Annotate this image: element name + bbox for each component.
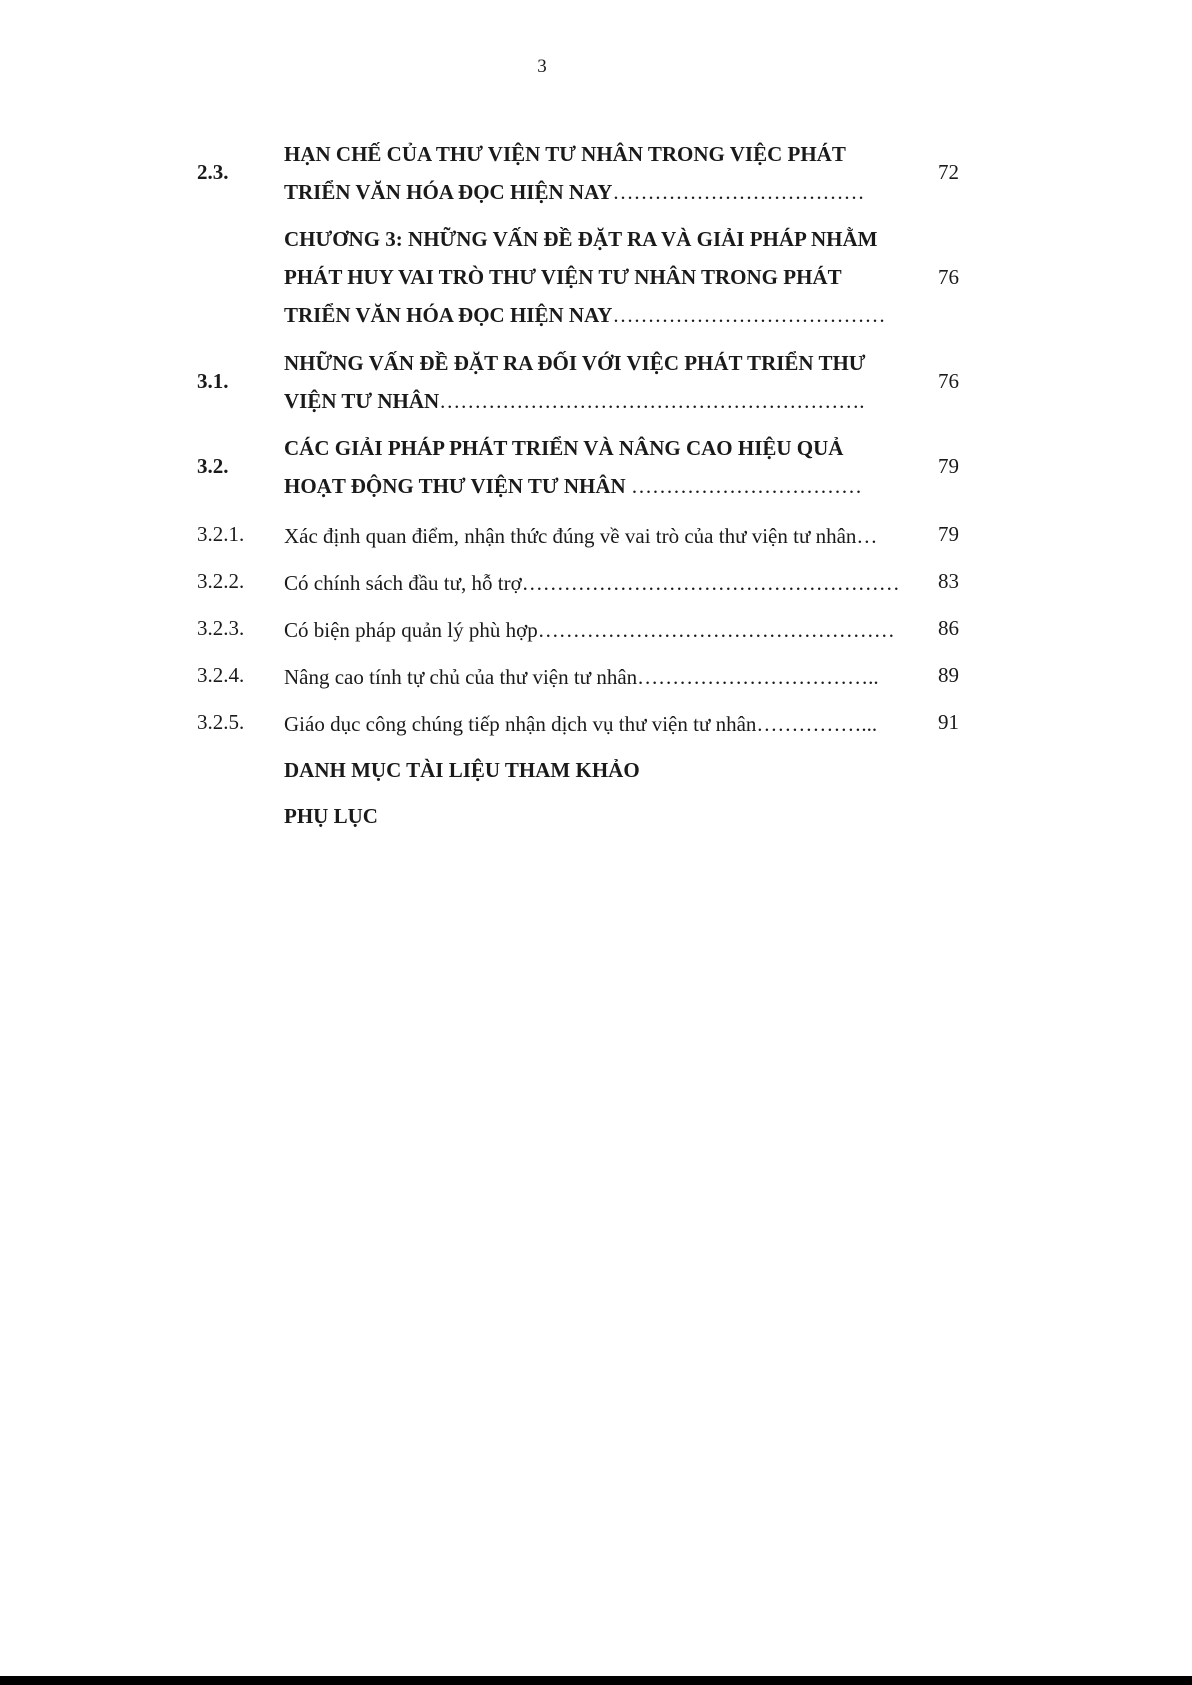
toc-entry-line: VIỆN TƯ NHÂN [284, 389, 440, 413]
toc-entry-line: CHƯƠNG 3: NHỮNG VẤN ĐỀ ĐẶT RA VÀ GIẢI PHÁP NHẰM [284, 227, 878, 251]
toc-entry-title [284, 220, 912, 334]
toc-entry-title [284, 135, 912, 211]
toc-entry-chapter-3 [197, 220, 959, 334]
toc-entry-page: 89 [938, 663, 959, 687]
toc-entry-line: PHÁT HUY VAI TRÒ THƯ VIỆN TƯ NHÂN TRONG PHÁT [284, 265, 842, 289]
toc-entry-title: PHỤ LỤC [284, 804, 378, 828]
toc-entry-page: 79 [938, 522, 959, 546]
toc-entry-3-1 [197, 344, 959, 420]
toc-entry-3-2-5 [197, 705, 959, 743]
toc-entry-title: Có biện pháp quản lý phù hợp…………………………………………… [284, 618, 895, 642]
toc-leader-dots: …………………………… [630, 474, 862, 498]
toc-entry-line: HOẠT ĐỘNG THƯ VIỆN TƯ NHÂN [284, 474, 626, 498]
toc-leader-dots: ……………………………………………………. [439, 389, 865, 413]
toc-entry-page: 86 [938, 616, 959, 640]
toc-entry-number: 3.2.2. [197, 569, 245, 593]
toc-entry-3-2 [197, 429, 959, 505]
toc-entry-number: 3.2. [197, 454, 229, 478]
toc-entry-page: 83 [938, 569, 959, 593]
toc-entry-number: 3.2.1. [197, 522, 245, 546]
toc-entry-page: 72 [938, 160, 959, 184]
toc-entry-title: Giáo dục công chúng tiếp nhận dịch vụ thư viện tư nhân……………... [284, 712, 878, 736]
toc-entry-references [197, 751, 959, 789]
toc-entry-number: 3.2.3. [197, 616, 245, 640]
toc-entry-page: 91 [938, 710, 959, 734]
toc-entry-line: TRIỂN VĂN HÓA ĐỌC HIỆN NAY [284, 303, 613, 327]
toc-entry-number: 3.2.4. [197, 663, 245, 687]
toc-entry-title: Xác định quan điểm, nhận thức đúng về vai trò của thư viện tư nhân… [284, 524, 878, 548]
toc-entry-line: NHỮNG VẤN ĐỀ ĐẶT RA ĐỐI VỚI VIỆC PHÁT TRIỂN THƯ [284, 351, 866, 375]
toc-entry-number: 3.2.5. [197, 710, 245, 734]
toc-entry-line: TRIỂN VĂN HÓA ĐỌC HIỆN NAY [284, 180, 613, 204]
toc-entry-number: 3.1. [197, 369, 229, 393]
toc-entry-3-2-2 [197, 564, 959, 602]
toc-entry-page: 76 [938, 369, 959, 393]
bottom-edge-bar [0, 1676, 1192, 1685]
toc-entry-page: 76 [938, 265, 959, 289]
toc-entry-title [284, 429, 912, 505]
toc-entry-title: DANH MỤC TÀI LIỆU THAM KHẢO [284, 758, 640, 782]
toc-leader-dots: ………………………………… [612, 303, 886, 327]
toc-entry-line: CÁC GIẢI PHÁP PHÁT TRIỂN VÀ NÂNG CAO HIỆU QUẢ [284, 436, 844, 460]
toc-entry-title: Nâng cao tính tự chủ của thư viện tư nhân…………………………….. [284, 665, 879, 689]
toc-entry-title: Có chính sách đầu tư, hỗ trợ……………………………………………… [284, 571, 900, 595]
toc-entry-appendix [197, 797, 959, 835]
toc-entry-3-2-4 [197, 658, 959, 696]
toc-entry-page: 79 [938, 454, 959, 478]
toc-entry-title [284, 344, 912, 420]
toc-entry-3-2-1 [197, 517, 959, 555]
toc-leader-dots: ……………………………… [612, 180, 865, 204]
page-number: 3 [537, 56, 547, 77]
toc-entry-number: 2.3. [197, 160, 229, 184]
toc-entry-line: HẠN CHẾ CỦA THƯ VIỆN TƯ NHÂN TRONG VIỆC PHÁT [284, 142, 846, 166]
toc-entry-2-3 [197, 135, 959, 211]
toc-entry-3-2-3 [197, 611, 959, 649]
